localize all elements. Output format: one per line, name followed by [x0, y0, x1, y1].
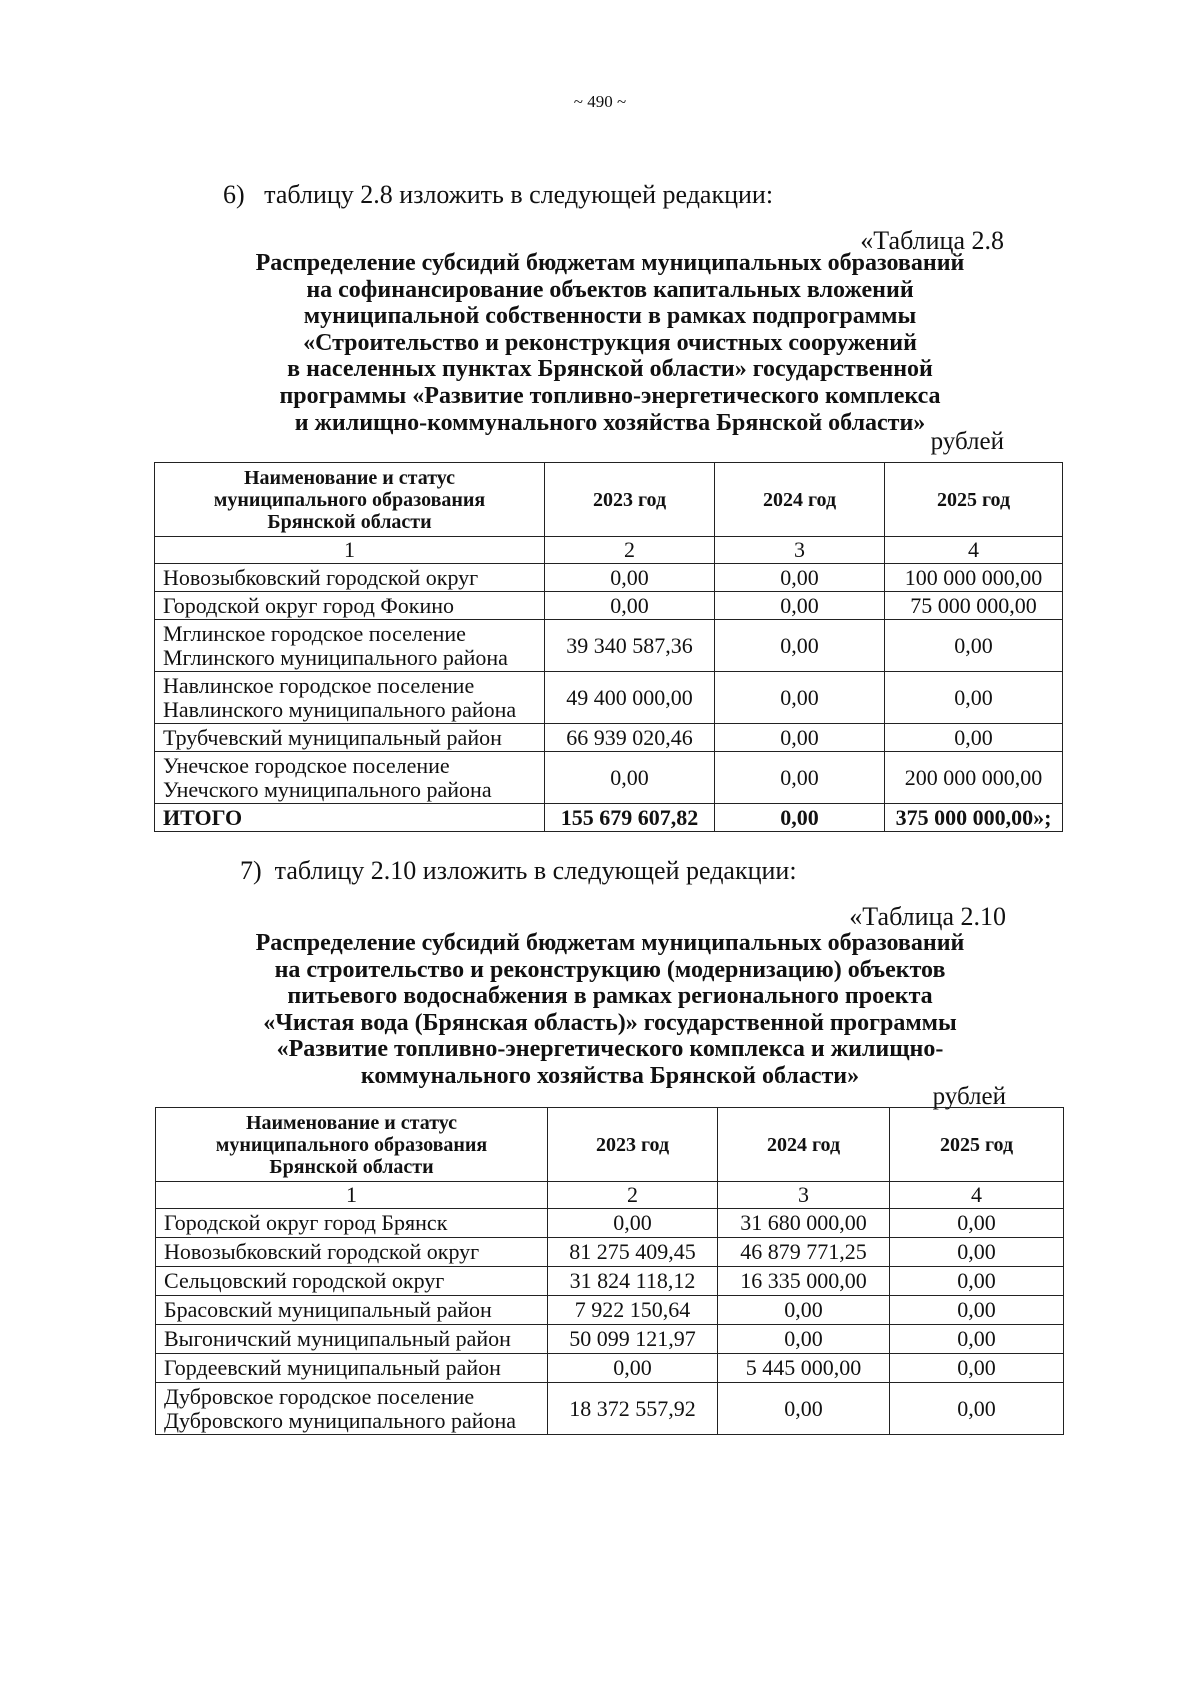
table-row: Гордеевский муниципальный район 0,00 5 445 000,00 0,00	[156, 1354, 1064, 1383]
total-label: ИТОГО	[155, 804, 545, 832]
section6-item-number: 6)	[223, 180, 245, 209]
table-row: Новозыбковский городской округ 0,00 0,00 100 000 000,00	[155, 564, 1063, 592]
column-header-2025: 2025 год	[890, 1108, 1064, 1182]
heading-line: на строительство и реконструкцию (модернизацию) объектов	[274, 956, 946, 983]
column-header-2024: 2024 год	[715, 463, 885, 537]
table-2-8-label: «Таблица 2.8	[860, 226, 1004, 255]
column-header-2025: 2025 год	[885, 463, 1063, 537]
heading-line: и жилищно-коммунального хозяйства Брянской области»	[294, 409, 926, 436]
table-2-10-heading	[150, 930, 1070, 1090]
column-header-name: Наименование и статус муниципального образования Брянской области	[155, 463, 545, 537]
table-row: Мглинское городское поселение Мглинского муниципального района 39 340 587,36 0,00 0,00	[155, 620, 1063, 672]
table-row: Выгоничский муниципальный район 50 099 121,97 0,00 0,00	[156, 1325, 1064, 1354]
section6-instruction: таблицу 2.8 изложить в следующей редакции:	[264, 180, 774, 209]
table-row: Дубровское городское поселение Дубровского муниципального района 18 372 557,92 0,00 0,00	[156, 1383, 1064, 1435]
page-number: ~ 490 ~	[573, 92, 627, 111]
section7-paragraph	[240, 856, 797, 886]
table-row: Городской округ город Брянск 0,00 31 680 000,00 0,00	[156, 1209, 1064, 1238]
column-index-row: 1 2 3 4	[155, 537, 1063, 564]
table-row: Навлинское городское поселение Навлинского муниципального района 49 400 000,00 0,00 0,00	[155, 672, 1063, 724]
table-row: Брасовский муниципальный район 7 922 150,64 0,00 0,00	[156, 1296, 1064, 1325]
column-header-name: Наименование и статус муниципального образования Брянской области	[156, 1108, 548, 1182]
section6-paragraph	[223, 180, 773, 210]
table-row: Сельцовский городской округ 31 824 118,12 16 335 000,00 0,00	[156, 1267, 1064, 1296]
section7-item-number: 7)	[240, 856, 262, 885]
heading-line: Распределение субсидий бюджетам муниципальных образований	[255, 930, 965, 956]
table-2-8-heading	[150, 250, 1070, 436]
column-header-2023: 2023 год	[548, 1108, 718, 1182]
heading-line: «Чистая вода (Брянская область)» государственной программы	[263, 1009, 957, 1036]
table-2-10-label: «Таблица 2.10	[849, 902, 1006, 931]
table-row: Городской округ город Фокино 0,00 0,00 75 000 000,00	[155, 592, 1063, 620]
table-2-8-unit: рублей	[930, 428, 1004, 455]
column-header-2023: 2023 год	[545, 463, 715, 537]
table-2-8	[154, 462, 1063, 832]
section7-instruction: таблицу 2.10 изложить в следующей редакции:	[274, 856, 797, 885]
table-header-row	[156, 1108, 1064, 1182]
heading-line: коммунального хозяйства Брянской области»	[360, 1062, 860, 1089]
heading-line: на софинансирование объектов капитальных вложений	[306, 276, 914, 303]
heading-line: Распределение субсидий бюджетам муниципальных образований	[255, 250, 965, 276]
column-index-row: 1 2 3 4	[156, 1182, 1064, 1209]
total-row: ИТОГО 155 679 607,82 0,00 375 000 000,00»;	[155, 804, 1063, 832]
heading-line: программы «Развитие топливно-энергетического комплекса	[279, 382, 941, 409]
heading-line: муниципальной собственности в рамках подпрограммы	[303, 303, 917, 330]
heading-line: «Строительство и реконструкция очистных сооружений	[303, 329, 917, 356]
table-row: Новозыбковский городской округ 81 275 409,45 46 879 771,25 0,00	[156, 1238, 1064, 1267]
table-row: Унечское городское поселение Унечского муниципального района 0,00 0,00 200 000 000,00	[155, 752, 1063, 804]
column-header-2024: 2024 год	[718, 1108, 890, 1182]
heading-line: в населенных пунктах Брянской области» государственной	[287, 356, 933, 383]
table-header-row	[155, 463, 1063, 537]
table-2-10	[155, 1107, 1064, 1435]
table-2-10-unit: рублей	[932, 1083, 1006, 1110]
heading-line: питьевого водоснабжения в рамках регионального проекта	[287, 983, 933, 1010]
table-row: Трубчевский муниципальный район 66 939 020,46 0,00 0,00	[155, 724, 1063, 752]
heading-line: «Развитие топливно-энергетического комплекса и жилищно-	[276, 1036, 944, 1063]
